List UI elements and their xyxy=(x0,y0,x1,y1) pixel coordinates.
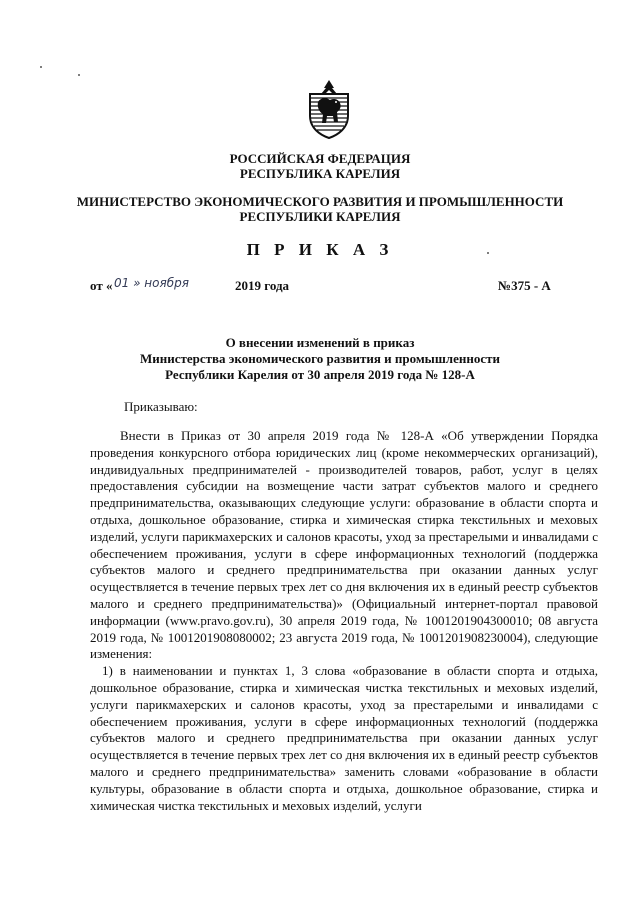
coat-of-arms-emblem xyxy=(304,78,354,140)
body-text xyxy=(90,428,598,814)
scan-speck xyxy=(40,66,42,68)
body-paragraph-1: Внести в Приказ от 30 апреля 2019 года № 128-А «Об утверждении Порядка проведения конкурсного отбора юридических лиц (кроме некоммерческих организаций), индивидуальных предпринимателей - производителей товаров, работ, услуг в целях предоставления субсидии на возмещение части затрат субъектов малого и среднего предпринимательства, оказывающих следующие услуги: образование в области спорта и отдыха, дошкольное образование, стирка и химическая стирка текстильных и меховых изделий, услуги парикмахерских и салонов красоты, уход за престарелыми и инвалидами с обеспечением проживания, услуги в сфере информационных технологий (поддержка субъектов малого и среднего предпринимательства при оказании данных услуг осуществляется в течение первых трех лет со дня включения их в единый реестр субъектов малого и среднего предпринимательства)» (Официальный интернет-портал правовой информации (www.pravo.gov.ru), 30 апреля 2019 года, № 1001201904300010; 08 августа 2019 года, № 1001201908080002; 23 августа 2019 года, № 1001201908230004), следующие изменения: xyxy=(90,428,598,662)
document-type-title: П Р И К А З xyxy=(246,240,394,259)
scan-speck xyxy=(487,252,489,254)
federation-heading: РОССИЙСКАЯ ФЕДЕРАЦИЯ xyxy=(229,151,411,166)
subject-line-2: Министерства экономического развития и промышленности xyxy=(139,351,501,366)
order-directive: Приказываю: xyxy=(124,399,198,414)
handwritten-date: 01 » ноября xyxy=(114,276,189,290)
scan-speck xyxy=(78,74,80,76)
ministry-heading-line2: РЕСПУБЛИКИ КАРЕЛИЯ xyxy=(239,209,401,224)
ministry-heading-line1: МИНИСТЕРСТВО ЭКОНОМИЧЕСКОГО РАЗВИТИЯ И ПРОМЫШЛЕННОСТИ xyxy=(76,194,564,209)
subject-line-3: Республики Карелия от 30 апреля 2019 года № 128-А xyxy=(165,367,475,382)
order-number: №375 - А xyxy=(498,278,551,293)
subject-line-1: О внесении изменений в приказ xyxy=(225,335,415,350)
republic-heading: РЕСПУБЛИКА КАРЕЛИЯ xyxy=(239,166,401,181)
date-year: 2019 года xyxy=(235,278,290,293)
date-prefix: от « xyxy=(90,278,113,293)
body-paragraph-2: 1) в наименовании и пунктах 1, 3 слова «образование в области спорта и отдыха, дошкольное образование, стирка и химическая чистка текстильных и меховых изделий, услуги парикмахерских и салонов красоты, уход за престарелыми и инвалидами с обеспечением проживания, услуги в сфере информационных технологий (поддержка субъектов малого и среднего предпринимательства при оказании данных услуг осуществляется в течение первых трех лет со дня включения их в единый реестр субъектов малого и среднего предпринимательства» заменить словами «образование в области культуры, образование в области спорта и отдыха, дошкольное образование, стирка и химическая чистка текстильных и меховых изделий, услуги xyxy=(90,663,598,813)
